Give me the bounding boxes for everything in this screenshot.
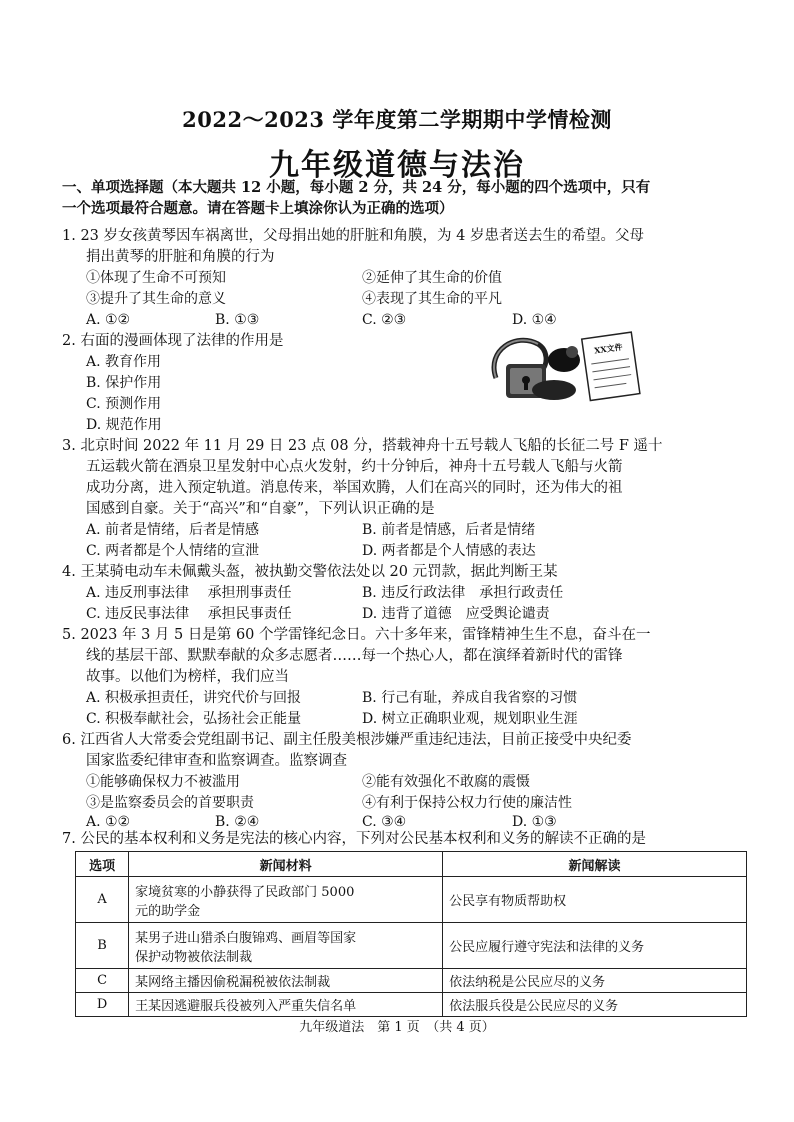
q5-stem-line2: 线的基层干部、默默奉献的众多志愿者……每一个热心人，都在演绎着新时代的雷锋 bbox=[86, 648, 623, 664]
q3-option-a: A. 前者是情绪，后者是情感 bbox=[86, 522, 260, 538]
q5-stem-line3: 故事。以他们为榜样，我们应当 bbox=[86, 669, 289, 685]
q3-stem-line4: 国感到自豪。关于“高兴”和“自豪”，下列认识正确的是 bbox=[86, 501, 435, 517]
row-option: C bbox=[76, 969, 129, 993]
row-reading: 公民享有物质帮助权 bbox=[443, 877, 747, 923]
q6-stem-line1: 6. 江西省人大常委会党组副书记、副主任殷美根涉嫌严重违纪违法，目前正接受中央纪委 bbox=[62, 732, 632, 748]
q1-stem-line2: 捐出黄琴的肝脏和角膜的行为 bbox=[86, 249, 275, 265]
q1-statement-1: ①体现了生命不可预知 bbox=[86, 270, 226, 286]
q1-statement-3: ③提升了其生命的意义 bbox=[86, 291, 226, 307]
row-news bbox=[129, 923, 443, 969]
q6-statement-2: ②能有效强化不敢腐的震慑 bbox=[362, 774, 530, 790]
q2-option-b: B. 保护作用 bbox=[86, 375, 162, 391]
q4-stem: 4. 王某骑电动车未佩戴头盔，被执勤交警依法处以 20 元罚款，据此判断王某 bbox=[62, 564, 558, 580]
q4-option-a: A. 违反刑事法律 承担刑事责任 bbox=[86, 585, 292, 601]
q5-stem-line1: 5. 2023 年 3 月 5 日是第 60 个学雷锋纪念日。六十多年来，雷锋精神生生不息，奋斗在一 bbox=[62, 627, 651, 643]
table-row bbox=[76, 993, 747, 1017]
q4-option-d: D. 违背了道德 应受舆论谴责 bbox=[362, 606, 550, 622]
q5-option-d: D. 树立正确职业观，规划职业生涯 bbox=[362, 711, 578, 727]
q3-option-d: D. 两者都是个人情感的表达 bbox=[362, 543, 536, 559]
cartoon-document-label: XX文件 bbox=[593, 341, 624, 356]
row-reading: 依法纳税是公民应尽的义务 bbox=[443, 969, 747, 993]
q1-option-a: A. ①② bbox=[86, 312, 131, 328]
row-reading: 公民应履行遵守宪法和法律的义务 bbox=[443, 923, 747, 969]
table-header-row bbox=[76, 852, 747, 877]
table-row bbox=[76, 969, 747, 993]
q6-option-d: D. ①③ bbox=[512, 814, 557, 830]
row-option: B bbox=[76, 923, 129, 969]
q4-option-b: B. 违反行政法律 承担行政责任 bbox=[362, 585, 564, 601]
q1-statement-2: ②延伸了其生命的价值 bbox=[362, 270, 502, 286]
q5-option-b: B. 行己有耻，养成自我省察的习惯 bbox=[362, 690, 578, 706]
q6-statement-4: ④有利于保持公权力行使的廉洁性 bbox=[362, 795, 572, 811]
row-news-line2: 保护动物被依法制裁 bbox=[135, 949, 253, 965]
header-option: 选项 bbox=[76, 852, 129, 877]
page-footer: 九年级道法 第 1 页 （共 4 页） bbox=[299, 1020, 495, 1035]
q7-stem: 7. 公民的基本权利和义务是宪法的核心内容，下列对公民基本权利和义务的解读不正确的是 bbox=[62, 831, 646, 847]
q2-option-d: D. 规范作用 bbox=[86, 417, 162, 433]
q2-option-c: C. 预测作用 bbox=[86, 396, 162, 412]
row-option: A bbox=[76, 877, 129, 923]
exam-subject: 九年级道德与法治 bbox=[269, 148, 525, 183]
row-option: D bbox=[76, 993, 129, 1017]
row-reading: 依法服兵役是公民应尽的义务 bbox=[443, 993, 747, 1017]
q2-stem: 2. 右面的漫画体现了法律的作用是 bbox=[62, 333, 284, 349]
section-heading-line1: 一、单项选择题（本大题共 12 小题，每小题 2 分，共 24 分，每小题的四个选项中，只有 bbox=[62, 179, 651, 196]
row-news-line1: 某男子进山猎杀白腹锦鸡、画眉等国家 bbox=[135, 930, 357, 946]
q4-option-c: C. 违反民事法律 承担民事责任 bbox=[86, 606, 292, 622]
header-news-reading: 新闻解读 bbox=[443, 852, 747, 877]
header-news-material: 新闻材料 bbox=[129, 852, 443, 877]
q7-news-table bbox=[75, 851, 747, 1017]
q3-stem-line2: 五运载火箭在酒泉卫星发射中心点火发射，约十分钟后，神舟十五号载人飞船与火箭 bbox=[86, 459, 623, 475]
q1-option-d: D. ①④ bbox=[512, 312, 557, 328]
exam-title: 2022～2023 学年度第二学期期中学情检测 bbox=[182, 107, 612, 132]
q6-stem-line2: 国家监委纪律审查和监察调查。监察调查 bbox=[86, 753, 347, 769]
section-heading-line2: 一个选项最符合题意。请在答题卡上填涂你认为正确的选项） bbox=[62, 200, 454, 217]
row-news: 某网络主播因偷税漏税被依法制裁 bbox=[129, 969, 443, 993]
q6-option-c: C. ③④ bbox=[362, 814, 407, 830]
q6-statement-1: ①能够确保权力不被滥用 bbox=[86, 774, 240, 790]
q1-statement-4: ④表现了其生命的平凡 bbox=[362, 291, 502, 307]
q6-statement-3: ③是监察委员会的首要职责 bbox=[86, 795, 254, 811]
q1-option-b: B. ①③ bbox=[215, 312, 260, 328]
law-cartoon-image bbox=[476, 330, 644, 404]
q3-stem-line1: 3. 北京时间 2022 年 11 月 29 日 23 点 08 分，搭载神舟十五号载人飞船的长征二号 F 遥十 bbox=[62, 438, 663, 454]
q6-option-b: B. ②④ bbox=[215, 814, 260, 830]
row-news bbox=[129, 877, 443, 923]
row-news: 王某因逃避服兵役被列入严重失信名单 bbox=[129, 993, 443, 1017]
q5-option-a: A. 积极承担责任，讲究代价与回报 bbox=[86, 690, 302, 706]
q5-option-c: C. 积极奉献社会，弘扬社会正能量 bbox=[86, 711, 302, 727]
q3-stem-line3: 成功分离，进入预定轨道。消息传来，举国欢腾，人们在高兴的同时，还为伟大的祖 bbox=[86, 480, 623, 496]
table-row bbox=[76, 877, 747, 923]
row-news-line2: 元的助学金 bbox=[135, 903, 201, 919]
table-row bbox=[76, 923, 747, 969]
row-news-line1: 家境贫寒的小静获得了民政部门 5000 bbox=[135, 884, 355, 900]
q3-option-b: B. 前者是情感，后者是情绪 bbox=[362, 522, 536, 538]
q3-option-c: C. 两者都是个人情绪的宣泄 bbox=[86, 543, 260, 559]
q1-option-c: C. ②③ bbox=[362, 312, 407, 328]
q2-option-a: A. 教育作用 bbox=[86, 354, 162, 370]
q6-option-a: A. ①② bbox=[86, 814, 131, 830]
q1-stem-line1: 1. 23 岁女孩黄琴因车祸离世，父母捐出她的肝脏和角膜，为 4 岁患者送去生的希望。父母 bbox=[62, 228, 644, 244]
